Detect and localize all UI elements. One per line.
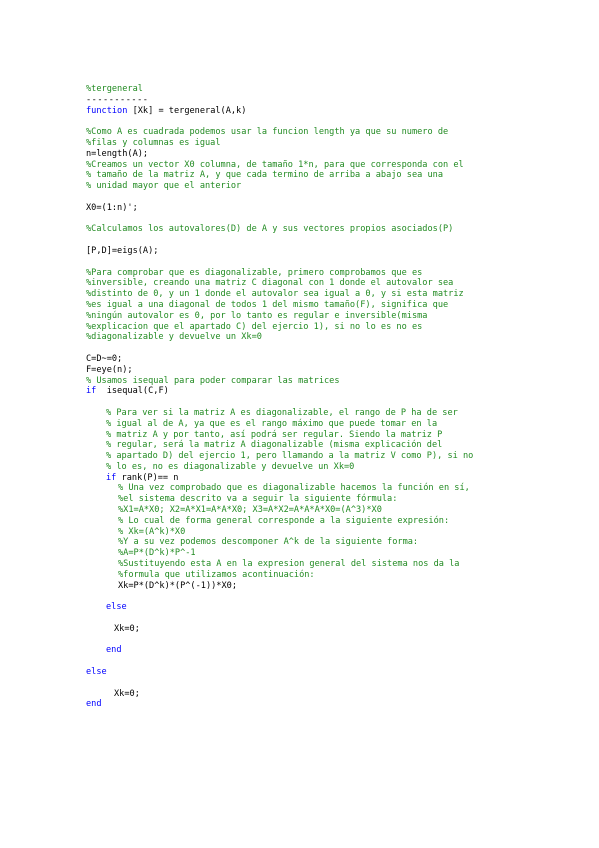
code-comment: % Una vez comprobado que es diagonalizable hacemos la función en sí, (118, 483, 470, 494)
keyword: end (106, 645, 122, 656)
code-text: n=length(A); (86, 148, 149, 159)
code-line (86, 224, 586, 235)
code-line (86, 300, 586, 311)
code-comment: %Como A es cuadrada podemos usar la funcion length ya que su numero de (86, 127, 449, 138)
code-comment: % Usamos isequal para poder comparar las matrices (86, 375, 340, 386)
code-line (86, 376, 586, 387)
code-line (86, 516, 586, 527)
code-line (86, 365, 586, 376)
code-text: Xk=0; (114, 688, 140, 699)
code-text: rank(P)== n (116, 472, 179, 483)
code-comment: %Sustituyendo esta A en la expresion general del sistema nos da la (118, 559, 460, 570)
blank-line (86, 343, 586, 354)
code-text: C=D~=0; (86, 353, 123, 364)
code-line (86, 462, 586, 473)
code-line (86, 170, 586, 181)
code-line (86, 311, 586, 322)
blank-line (86, 591, 586, 602)
blank-line (86, 613, 586, 624)
blank-line (86, 192, 586, 203)
code-line (86, 203, 586, 214)
code-line (86, 548, 586, 559)
code-line (86, 699, 586, 710)
code-comment: % lo es, no es diagonalizable y devuelve un Xk=0 (106, 461, 355, 472)
code-line (86, 451, 586, 462)
code-text: ----------- (86, 94, 149, 105)
keyword: end (86, 699, 102, 710)
keyword: function (86, 105, 128, 116)
code-comment: %ningún autovalor es 0, por lo tanto es regular e inversible(misma (86, 310, 428, 321)
code-line (86, 483, 586, 494)
blank-line (86, 116, 586, 127)
blank-line (86, 678, 586, 689)
code-line (86, 246, 586, 257)
code-text: F=eye(n); (86, 364, 133, 375)
code-line (86, 138, 586, 149)
code-comment: % apartado D) del ejercio 1, pero llamando a la matriz V como P), si no (106, 451, 474, 462)
code-line (86, 386, 586, 397)
code-comment: %X1=A*X0; X2=A*X1=A*A*X0; X3=A*X2=A*A*A*X0=(A^3)*X0 (118, 505, 382, 516)
code-line (86, 127, 586, 138)
keyword: else (106, 602, 127, 613)
code-listing (86, 84, 586, 710)
code-comment: %tergeneral (86, 84, 143, 94)
blank-line (86, 397, 586, 408)
code-comment: % unidad mayor que el anterior (86, 181, 242, 192)
code-line (86, 106, 586, 117)
code-comment: %filas y columnas es igual (86, 137, 221, 148)
code-line (86, 559, 586, 570)
code-line (86, 473, 586, 484)
code-line (86, 95, 586, 106)
code-comment: % matriz A y por tanto, así podrá ser regular. Siendo la matriz P (106, 429, 443, 440)
code-comment: % Xk=(A^k)*X0 (118, 526, 186, 537)
code-line (86, 624, 586, 635)
code-text: X0=(1:n)'; (86, 202, 138, 213)
code-line (86, 440, 586, 451)
code-comment: %inversible, creando una matriz C diagonal con 1 donde el autovalor sea (86, 278, 454, 289)
code-line (86, 278, 586, 289)
keyword: else (86, 667, 107, 678)
code-comment: % Lo cual de forma general corresponde a la siguiente expresión: (118, 515, 450, 526)
code-line (86, 602, 586, 613)
code-line (86, 505, 586, 516)
code-comment: %diagonalizable y devuelve un Xk=0 (86, 332, 262, 343)
code-comment: %Y a su vez podemos descomponer A^k de la siguiente forma: (118, 537, 419, 548)
code-line (86, 527, 586, 538)
code-comment: %formula que utilizamos acontinuación: (118, 569, 315, 580)
code-line (86, 430, 586, 441)
code-line (86, 419, 586, 430)
code-line (86, 645, 586, 656)
code-comment: % tamaño de la matriz A, y que cada termino de arriba a abajo sea una (86, 170, 443, 181)
code-line (86, 354, 586, 365)
code-line (86, 149, 586, 160)
code-comment: %el sistema descrito va a seguir la siguiente fórmula: (118, 494, 398, 505)
code-comment: %explicacion que el apartado C) del ejercio 1), si no lo es no es (86, 321, 423, 332)
code-comment: %A=P*(D^k)*P^-1 (118, 548, 196, 559)
code-line (86, 667, 586, 678)
blank-line (86, 656, 586, 667)
code-line (86, 84, 586, 95)
code-comment: %Para comprobar que es diagonalizable, primero comprobamos que es (86, 267, 423, 278)
code-line (86, 537, 586, 548)
code-comment: % igual al de A, ya que es el rango máximo que puede tomar en la (106, 418, 438, 429)
code-line (86, 268, 586, 279)
code-comment: %es igual a una diagonal de todos 1 del mismo tamaño(F), significa que (86, 299, 449, 310)
code-line (86, 689, 586, 700)
blank-line (86, 235, 586, 246)
code-comment: %distinto de 0, y un 1 donde el autovalor sea igual a 0, y si esta matriz (86, 289, 464, 300)
code-line (86, 181, 586, 192)
keyword: if (86, 386, 97, 397)
code-text: isequal(C,F) (96, 386, 169, 397)
code-comment: %Calculamos los autovalores(D) de A y sus vectores propios asociados(P) (86, 224, 454, 235)
code-text: Xk=0; (114, 623, 140, 634)
code-line (86, 160, 586, 171)
blank-line (86, 214, 586, 225)
code-text: [Xk] = tergeneral(A,k) (127, 105, 247, 116)
code-line (86, 494, 586, 505)
code-line (86, 289, 586, 300)
code-comment: %Creamos un vector X0 columna, de tamaño 1*n, para que corresponda con el (86, 159, 464, 170)
code-text: Xk=P*(D^k)*(P^(-1))*X0; (118, 580, 237, 591)
code-line (86, 332, 586, 343)
code-line (86, 322, 586, 333)
keyword: if (106, 472, 117, 483)
code-line (86, 581, 586, 592)
blank-line (86, 257, 586, 268)
code-line (86, 570, 586, 581)
code-comment: % Para ver si la matriz A es diagonalizable, el rango de P ha de ser (106, 407, 458, 418)
code-line (86, 408, 586, 419)
code-comment: % regular, será la matriz A diagonalizable (misma explicación del (106, 440, 443, 451)
blank-line (86, 635, 586, 646)
code-text: [P,D]=eigs(A); (86, 245, 159, 256)
